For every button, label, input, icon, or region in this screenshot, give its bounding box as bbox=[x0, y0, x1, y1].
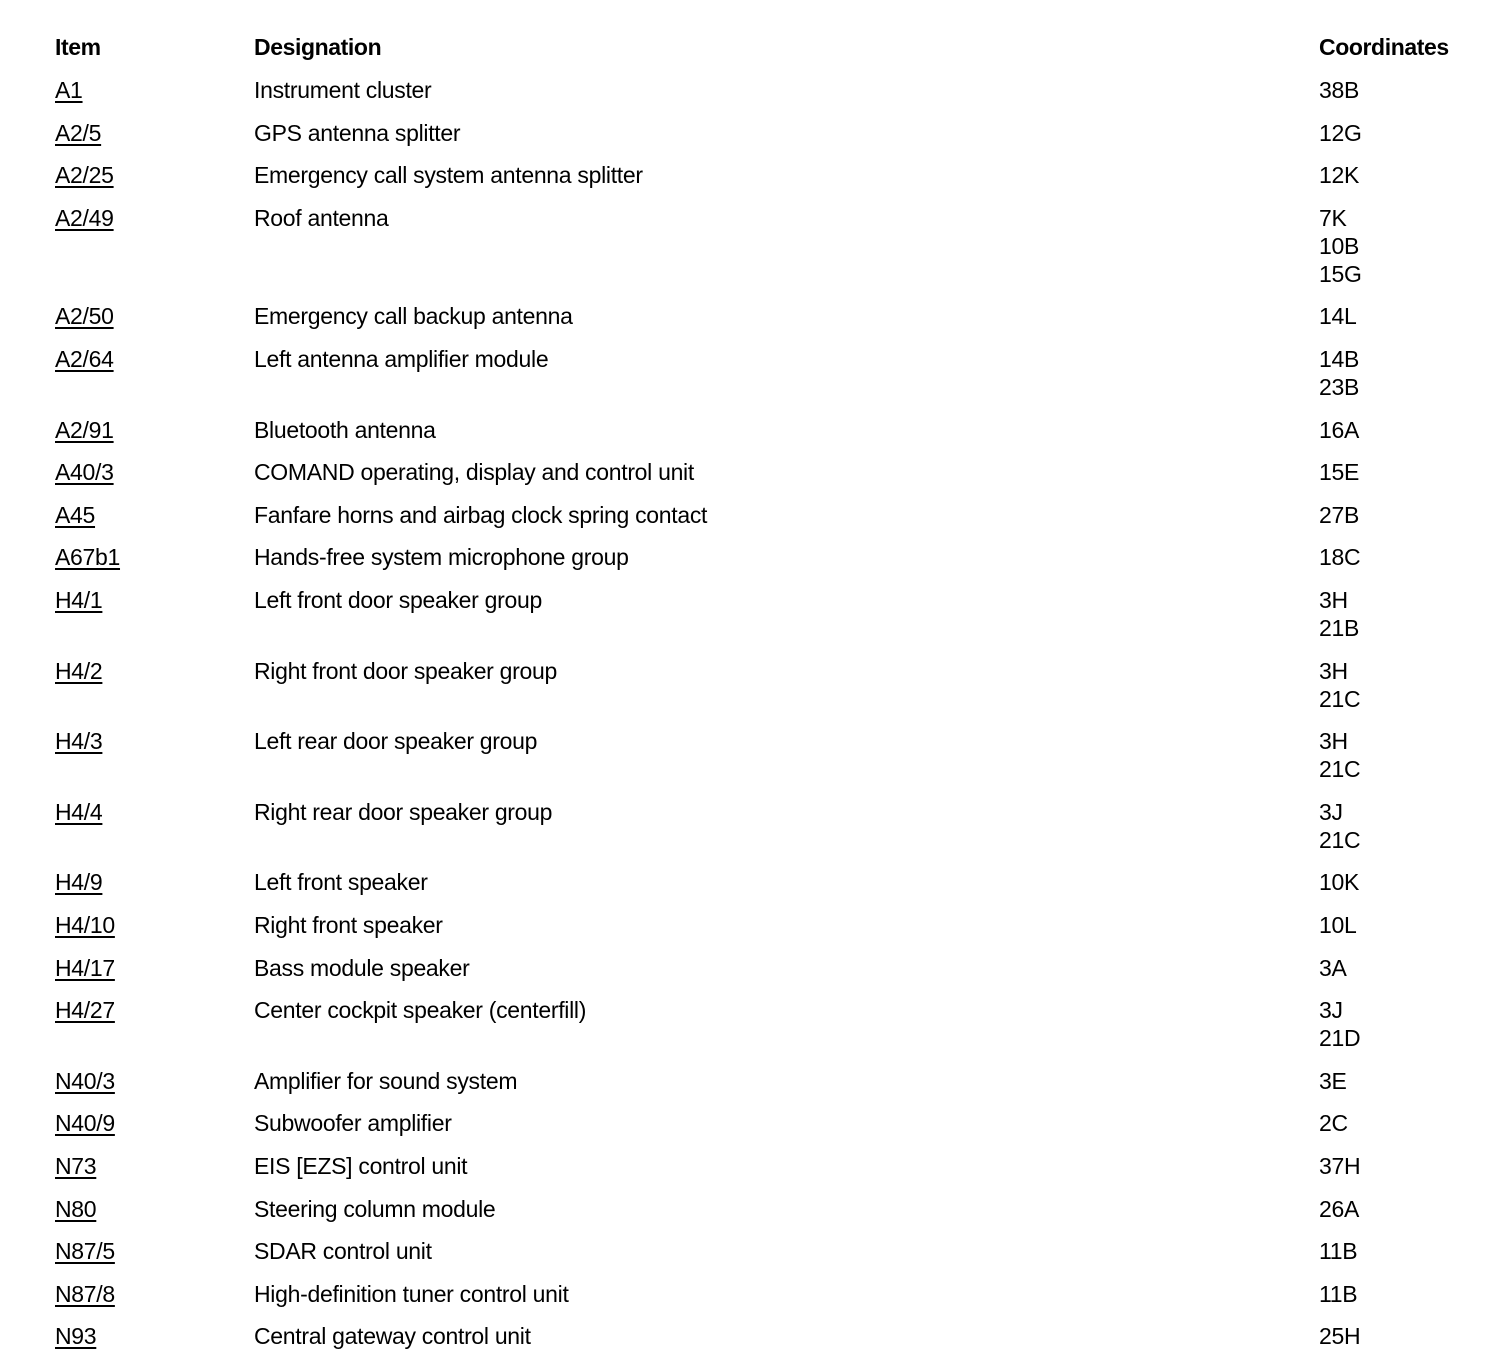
coordinate-value: 7K bbox=[1319, 204, 1347, 231]
item-link[interactable]: A2/91 bbox=[55, 416, 114, 443]
coordinate-value: 21D bbox=[1319, 1025, 1361, 1052]
coordinates-cell bbox=[1319, 586, 1359, 642]
coordinates-cell bbox=[1319, 345, 1359, 401]
designation-cell: Fanfare horns and airbag clock spring contact bbox=[254, 501, 708, 528]
designation-cell: Right front speaker bbox=[254, 912, 443, 938]
item-cell bbox=[55, 543, 120, 571]
item-link[interactable]: A2/64 bbox=[55, 346, 114, 372]
designation-cell: Left antenna amplifier module bbox=[254, 346, 549, 372]
item-link[interactable]: A45 bbox=[55, 501, 96, 528]
item-cell bbox=[55, 1152, 96, 1180]
designation-cell: Amplifier for sound system bbox=[254, 1067, 518, 1094]
item-cell bbox=[55, 501, 95, 529]
designation-cell: Right front door speaker group bbox=[254, 657, 557, 684]
item-cell bbox=[55, 1237, 115, 1265]
designation-cell: Bass module speaker bbox=[254, 954, 470, 981]
item-link[interactable]: N40/9 bbox=[55, 1110, 115, 1137]
designation-cell: Emergency call system antenna splitter bbox=[254, 162, 643, 189]
item-cell bbox=[55, 76, 83, 104]
coordinates-cell bbox=[1319, 1195, 1359, 1223]
coordinate-value: 18C bbox=[1319, 544, 1361, 571]
designation-cell: Right rear door speaker group bbox=[254, 798, 553, 825]
coordinates-cell bbox=[1319, 1152, 1360, 1180]
coordinates-cell bbox=[1319, 798, 1360, 854]
header-coordinates: Coordinates bbox=[1319, 34, 1449, 60]
item-link[interactable]: H4/4 bbox=[55, 798, 103, 825]
item-cell bbox=[55, 798, 102, 826]
coordinate-value: 3H bbox=[1319, 728, 1348, 755]
coordinate-value: 26A bbox=[1319, 1195, 1360, 1222]
coordinate-value: 3E bbox=[1319, 1067, 1347, 1094]
designation-cell: Instrument cluster bbox=[254, 77, 432, 103]
item-cell bbox=[55, 1322, 96, 1350]
coordinate-value: 21C bbox=[1319, 826, 1361, 853]
coordinates-cell bbox=[1319, 161, 1359, 189]
coordinates-cell bbox=[1319, 1109, 1348, 1137]
item-cell bbox=[55, 1067, 115, 1095]
designation-cell: Subwoofer amplifier bbox=[254, 1110, 452, 1137]
coordinate-value: 15G bbox=[1319, 260, 1362, 287]
coordinate-value: 3J bbox=[1319, 997, 1343, 1024]
item-link[interactable]: H4/1 bbox=[55, 587, 103, 613]
coordinate-value: 12K bbox=[1319, 162, 1360, 189]
item-cell bbox=[55, 1109, 115, 1137]
coordinates-cell bbox=[1319, 1237, 1357, 1265]
item-link[interactable]: A2/49 bbox=[55, 204, 114, 231]
item-cell bbox=[55, 911, 115, 939]
item-link[interactable]: A2/50 bbox=[55, 303, 114, 330]
coordinate-value: 23B bbox=[1319, 374, 1360, 400]
designation-cell: Bluetooth antenna bbox=[254, 416, 436, 443]
item-cell bbox=[55, 727, 102, 755]
item-link[interactable]: H4/10 bbox=[55, 912, 115, 938]
item-link[interactable]: A67b1 bbox=[55, 544, 121, 571]
coordinates-cell bbox=[1319, 501, 1359, 529]
coordinates-cell bbox=[1319, 458, 1359, 486]
item-link[interactable]: A1 bbox=[55, 77, 83, 103]
designation-cell: Left front speaker bbox=[254, 869, 428, 896]
item-cell bbox=[55, 119, 101, 147]
coordinate-value: 14B bbox=[1319, 346, 1360, 372]
coordinates-cell bbox=[1319, 996, 1360, 1052]
coordinate-value: 11B bbox=[1319, 1238, 1358, 1265]
item-cell bbox=[55, 161, 114, 189]
coordinates-cell bbox=[1319, 954, 1347, 982]
coordinate-value: 37H bbox=[1319, 1153, 1361, 1179]
item-cell bbox=[55, 1195, 96, 1223]
coordinate-value: 38B bbox=[1319, 77, 1360, 103]
coordinate-value: 21C bbox=[1319, 685, 1361, 712]
coordinate-value: 12G bbox=[1319, 119, 1362, 146]
coordinate-value: 3J bbox=[1319, 798, 1343, 825]
coordinate-value: 14L bbox=[1319, 303, 1357, 330]
coordinates-cell bbox=[1319, 1322, 1360, 1350]
coordinates-cell bbox=[1319, 1067, 1347, 1095]
coordinates-cell bbox=[1319, 416, 1359, 444]
designation-cell: Hands-free system microphone group bbox=[254, 544, 629, 571]
designation-cell: Central gateway control unit bbox=[254, 1323, 531, 1350]
header-designation: Designation bbox=[254, 34, 382, 60]
item-link[interactable]: N87/5 bbox=[55, 1238, 115, 1265]
coordinate-value: 15E bbox=[1319, 459, 1360, 486]
item-link[interactable]: N40/3 bbox=[55, 1067, 115, 1094]
coordinate-value: 11B bbox=[1319, 1280, 1358, 1307]
coordinate-value: 10K bbox=[1319, 869, 1360, 896]
item-link[interactable]: N80 bbox=[55, 1195, 97, 1222]
item-link[interactable]: A40/3 bbox=[55, 459, 114, 486]
item-cell bbox=[55, 302, 114, 330]
coordinate-value: 3H bbox=[1319, 657, 1348, 684]
item-link[interactable]: N93 bbox=[55, 1323, 97, 1350]
coordinates-cell bbox=[1319, 911, 1356, 939]
item-link[interactable]: N73 bbox=[55, 1153, 97, 1179]
designation-cell: Emergency call backup antenna bbox=[254, 303, 573, 330]
coordinate-value: 21B bbox=[1319, 615, 1360, 641]
designation-cell: EIS [EZS] control unit bbox=[254, 1153, 468, 1179]
designation-cell: Left front door speaker group bbox=[254, 587, 542, 613]
item-cell bbox=[55, 416, 114, 444]
coordinates-cell bbox=[1319, 1280, 1357, 1308]
coordinates-cell bbox=[1319, 302, 1356, 330]
coordinates-cell bbox=[1319, 868, 1359, 896]
item-link[interactable]: H4/3 bbox=[55, 728, 103, 755]
item-link[interactable]: A2/25 bbox=[55, 162, 114, 189]
coordinates-cell bbox=[1319, 543, 1360, 571]
designation-cell: Steering column module bbox=[254, 1195, 496, 1222]
item-link[interactable]: H4/27 bbox=[55, 997, 115, 1024]
designation-cell: Center cockpit speaker (centerfill) bbox=[254, 997, 587, 1024]
item-cell bbox=[55, 458, 114, 486]
coordinate-value: 2C bbox=[1319, 1110, 1348, 1137]
item-cell bbox=[55, 1280, 115, 1308]
designation-cell: High-definition tuner control unit bbox=[254, 1280, 569, 1307]
item-cell bbox=[55, 868, 102, 896]
item-link[interactable]: H4/17 bbox=[55, 954, 115, 981]
designation-cell: SDAR control unit bbox=[254, 1238, 432, 1265]
item-cell bbox=[55, 657, 102, 685]
designation-cell: GPS antenna splitter bbox=[254, 119, 461, 146]
coordinate-value: 16A bbox=[1319, 416, 1360, 443]
designation-cell: COMAND operating, display and control unit bbox=[254, 459, 694, 486]
coordinates-cell bbox=[1319, 657, 1360, 713]
coordinate-value: 25H bbox=[1319, 1323, 1361, 1350]
coordinate-value: 3A bbox=[1319, 954, 1347, 981]
coordinate-value: 21C bbox=[1319, 756, 1361, 783]
coordinates-cell bbox=[1319, 76, 1359, 104]
coordinates-cell bbox=[1319, 119, 1362, 147]
item-cell bbox=[55, 996, 115, 1024]
coordinate-value: 27B bbox=[1319, 501, 1360, 528]
item-link[interactable]: N87/8 bbox=[55, 1280, 115, 1307]
designation-cell: Left rear door speaker group bbox=[254, 728, 538, 755]
coordinates-cell bbox=[1319, 204, 1362, 288]
designation-cell: Roof antenna bbox=[254, 204, 389, 231]
item-link[interactable]: A2/5 bbox=[55, 119, 102, 146]
item-link[interactable]: H4/2 bbox=[55, 657, 103, 684]
item-cell bbox=[55, 954, 115, 982]
coordinate-value: 10L bbox=[1319, 912, 1357, 938]
coordinates-cell bbox=[1319, 727, 1360, 783]
item-cell bbox=[55, 586, 102, 614]
item-link[interactable]: H4/9 bbox=[55, 869, 103, 896]
item-cell bbox=[55, 204, 114, 232]
item-cell bbox=[55, 345, 114, 373]
coordinate-value: 3H bbox=[1319, 587, 1348, 613]
header-item: Item bbox=[55, 34, 101, 60]
coordinate-value: 10B bbox=[1319, 232, 1360, 259]
